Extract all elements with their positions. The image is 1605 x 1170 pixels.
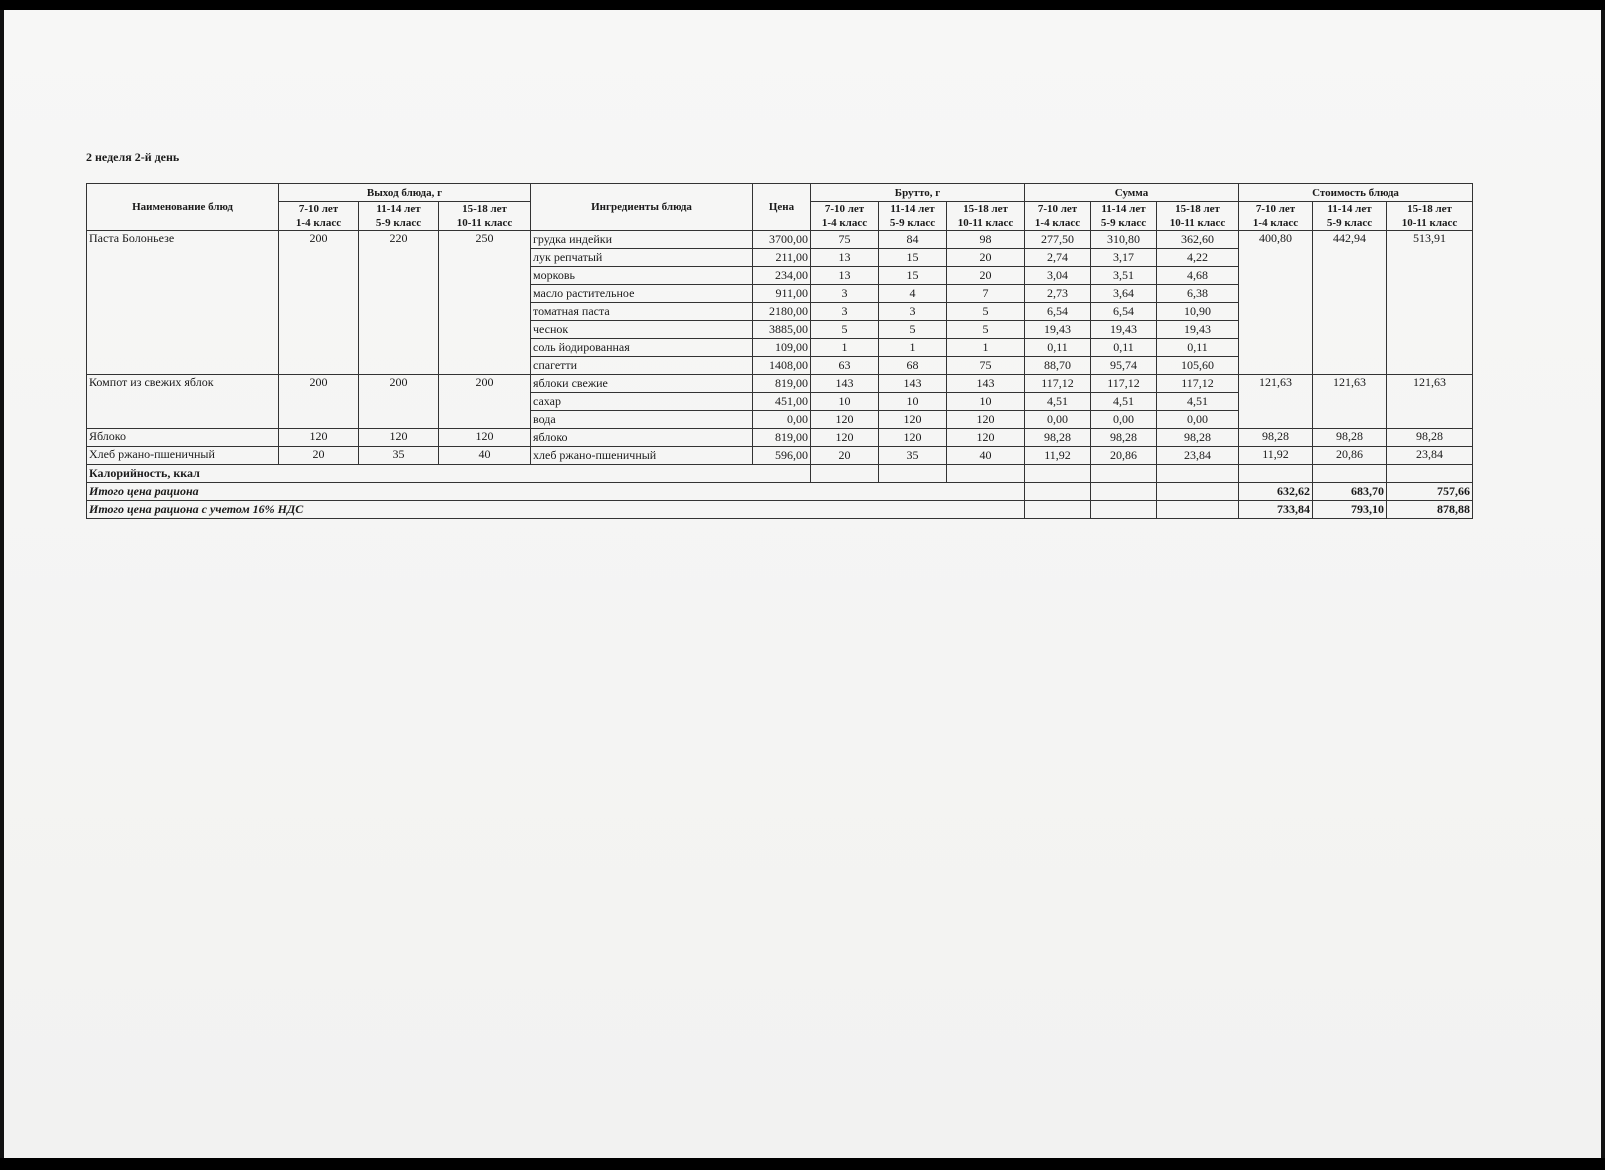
- menu-table: [86, 183, 1473, 519]
- dish-output-1: 20: [279, 447, 359, 465]
- dish-output-2: 120: [359, 429, 439, 447]
- dish-output-3: 250: [439, 231, 531, 375]
- header-cost-age-2: [1313, 202, 1387, 231]
- ingredient-brutto-3: 7: [947, 285, 1025, 303]
- header-cost: Стоимость блюда: [1239, 184, 1473, 202]
- ingredient-brutto-1: 63: [811, 357, 879, 375]
- ingredient-sum-3: 117,12: [1157, 375, 1239, 393]
- header-cost-age-1: [1239, 202, 1313, 231]
- ingredient-sum-1: 3,04: [1025, 267, 1091, 285]
- ingredient-name: соль йодированная: [531, 339, 753, 357]
- calories-cell: [1025, 465, 1091, 483]
- ingredient-price: 3700,00: [753, 231, 811, 249]
- ingredient-price: 3885,00: [753, 321, 811, 339]
- ingredient-brutto-2: 15: [879, 249, 947, 267]
- ingredient-brutto-2: 143: [879, 375, 947, 393]
- total-row-value-2: 683,70: [1313, 483, 1387, 501]
- header-sum-age-3: [1157, 202, 1239, 231]
- dish-cost-2: 20,86: [1313, 447, 1387, 465]
- ingredient-brutto-1: 75: [811, 231, 879, 249]
- ingredient-sum-3: 10,90: [1157, 303, 1239, 321]
- total-vat-row-sum-cell: [1157, 501, 1239, 519]
- total-row-sum-cell: [1025, 483, 1091, 501]
- header-sum-age-1: [1025, 202, 1091, 231]
- ingredient-brutto-1: 5: [811, 321, 879, 339]
- dish-cost-2: 98,28: [1313, 429, 1387, 447]
- grade-label: 5-9 класс: [1100, 217, 1147, 229]
- ingredient-brutto-2: 4: [879, 285, 947, 303]
- dish-output-1: 200: [279, 231, 359, 375]
- ingredient-brutto-1: 3: [811, 285, 879, 303]
- ingredient-sum-3: 6,38: [1157, 285, 1239, 303]
- dish-name: Паста Болоньезе: [87, 231, 279, 375]
- age-label: 7-10 лет: [1255, 203, 1296, 215]
- header-brutto: Брутто, г: [811, 184, 1025, 202]
- ingredient-sum-1: 6,54: [1025, 303, 1091, 321]
- ingredient-name: хлеб ржано-пшеничный: [531, 447, 753, 465]
- ingredient-name: чеснок: [531, 321, 753, 339]
- ingredient-sum-1: 11,92: [1025, 447, 1091, 465]
- age-label: 15-18 лет: [1175, 203, 1220, 215]
- ingredient-sum-2: 3,51: [1091, 267, 1157, 285]
- ingredient-sum-2: 19,43: [1091, 321, 1157, 339]
- header-output-age-3: [439, 202, 531, 231]
- dish-output-1: 200: [279, 375, 359, 429]
- ingredient-brutto-2: 84: [879, 231, 947, 249]
- ingredient-brutto-2: 1: [879, 339, 947, 357]
- total-row: [87, 483, 1473, 501]
- header-brutto-age-1: [811, 202, 879, 231]
- calories-cell: [811, 465, 879, 483]
- ingredient-brutto-2: 35: [879, 447, 947, 465]
- ingredient-price: 0,00: [753, 411, 811, 429]
- dish-output-2: 200: [359, 375, 439, 429]
- calories-label: Калорийность, ккал: [87, 465, 811, 483]
- scan-border-top: [0, 0, 1605, 10]
- dish-output-3: 200: [439, 375, 531, 429]
- ingredient-sum-1: 0,00: [1025, 411, 1091, 429]
- total-row-value-3: 757,66: [1387, 483, 1473, 501]
- ingredient-sum-2: 95,74: [1091, 357, 1157, 375]
- ingredient-brutto-1: 13: [811, 267, 879, 285]
- total-row-value-1: 632,62: [1239, 483, 1313, 501]
- ingredient-brutto-1: 10: [811, 393, 879, 411]
- ingredient-price: 911,00: [753, 285, 811, 303]
- age-label: 15-18 лет: [963, 203, 1008, 215]
- ingredient-brutto-1: 120: [811, 411, 879, 429]
- grade-label: 5-9 класс: [889, 217, 936, 229]
- ingredient-brutto-3: 120: [947, 411, 1025, 429]
- ingredient-sum-3: 105,60: [1157, 357, 1239, 375]
- total-vat-row-sum-cell: [1091, 501, 1157, 519]
- ingredient-sum-2: 3,17: [1091, 249, 1157, 267]
- total-row-sum-cell: [1157, 483, 1239, 501]
- header-output-age-1: [279, 202, 359, 231]
- ingredient-brutto-2: 68: [879, 357, 947, 375]
- ingredient-brutto-1: 20: [811, 447, 879, 465]
- dish-cost-3: 121,63: [1387, 375, 1473, 429]
- grade-label: 10-11 класс: [1401, 217, 1458, 229]
- ingredient-name: масло растительное: [531, 285, 753, 303]
- ingredient-name: спагетти: [531, 357, 753, 375]
- ingredient-brutto-3: 5: [947, 321, 1025, 339]
- ingredient-sum-2: 98,28: [1091, 429, 1157, 447]
- age-label: 7-10 лет: [1037, 203, 1078, 215]
- grade-label: 1-4 класс: [295, 217, 342, 229]
- ingredient-sum-1: 277,50: [1025, 231, 1091, 249]
- dish-name: Хлеб ржано-пшеничный: [87, 447, 279, 465]
- ingredient-brutto-2: 15: [879, 267, 947, 285]
- age-label: 11-14 лет: [890, 203, 935, 215]
- header-brutto-age-2: [879, 202, 947, 231]
- ingredient-price: 1408,00: [753, 357, 811, 375]
- ingredient-sum-1: 98,28: [1025, 429, 1091, 447]
- dish-cost-2: 442,94: [1313, 231, 1387, 375]
- ingredient-sum-1: 2,74: [1025, 249, 1091, 267]
- header-price: Цена: [753, 184, 811, 231]
- ingredient-sum-2: 20,86: [1091, 447, 1157, 465]
- table-row: [87, 447, 1473, 465]
- page-title: 2 неделя 2-й день: [86, 150, 180, 164]
- ingredient-brutto-1: 3: [811, 303, 879, 321]
- ingredient-sum-1: 4,51: [1025, 393, 1091, 411]
- dish-cost-3: 513,91: [1387, 231, 1473, 375]
- dish-cost-1: 11,92: [1239, 447, 1313, 465]
- calories-cell: [947, 465, 1025, 483]
- table-row: [87, 429, 1473, 447]
- ingredient-sum-2: 0,00: [1091, 411, 1157, 429]
- dish-output-3: 120: [439, 429, 531, 447]
- ingredient-price: 109,00: [753, 339, 811, 357]
- ingredient-brutto-3: 143: [947, 375, 1025, 393]
- grade-label: 1-4 класс: [1034, 217, 1081, 229]
- calories-cell: [1387, 465, 1473, 483]
- ingredient-price: 819,00: [753, 429, 811, 447]
- header-sum-age-2: [1091, 202, 1157, 231]
- ingredient-name: яблоко: [531, 429, 753, 447]
- ingredient-sum-1: 117,12: [1025, 375, 1091, 393]
- ingredient-brutto-3: 98: [947, 231, 1025, 249]
- ingredient-brutto-3: 1: [947, 339, 1025, 357]
- total-vat-row-label: Итого цена рациона с учетом 16% НДС: [87, 501, 1025, 519]
- ingredient-name: томатная паста: [531, 303, 753, 321]
- ingredient-sum-3: 4,22: [1157, 249, 1239, 267]
- ingredient-price: 451,00: [753, 393, 811, 411]
- age-label: 7-10 лет: [298, 203, 339, 215]
- ingredient-sum-3: 4,68: [1157, 267, 1239, 285]
- ingredient-sum-1: 88,70: [1025, 357, 1091, 375]
- ingredient-price: 596,00: [753, 447, 811, 465]
- age-label: 11-14 лет: [376, 203, 421, 215]
- ingredient-brutto-2: 120: [879, 411, 947, 429]
- grade-label: 5-9 класс: [375, 217, 422, 229]
- grade-label: 1-4 класс: [821, 217, 868, 229]
- ingredient-sum-3: 23,84: [1157, 447, 1239, 465]
- total-vat-row-value-2: 793,10: [1313, 501, 1387, 519]
- ingredient-name: морковь: [531, 267, 753, 285]
- ingredient-brutto-2: 3: [879, 303, 947, 321]
- total-row-label: Итого цена рациона: [87, 483, 1025, 501]
- dish-output-3: 40: [439, 447, 531, 465]
- ingredient-brutto-3: 10: [947, 393, 1025, 411]
- ingredient-brutto-2: 120: [879, 429, 947, 447]
- ingredient-brutto-3: 20: [947, 249, 1025, 267]
- ingredient-sum-3: 0,00: [1157, 411, 1239, 429]
- header-sum: Сумма: [1025, 184, 1239, 202]
- calories-cell: [1091, 465, 1157, 483]
- ingredient-sum-3: 98,28: [1157, 429, 1239, 447]
- ingredient-sum-2: 6,54: [1091, 303, 1157, 321]
- age-label: 15-18 лет: [1407, 203, 1452, 215]
- total-vat-row-value-3: 878,88: [1387, 501, 1473, 519]
- ingredient-name: грудка индейки: [531, 231, 753, 249]
- total-vat-row: [87, 501, 1473, 519]
- ingredient-sum-2: 117,12: [1091, 375, 1157, 393]
- ingredient-sum-2: 310,80: [1091, 231, 1157, 249]
- calories-cell: [1313, 465, 1387, 483]
- dish-cost-1: 400,80: [1239, 231, 1313, 375]
- dish-output-2: 35: [359, 447, 439, 465]
- ingredient-sum-3: 0,11: [1157, 339, 1239, 357]
- ingredient-name: яблоки свежие: [531, 375, 753, 393]
- ingredient-price: 211,00: [753, 249, 811, 267]
- age-label: 7-10 лет: [824, 203, 865, 215]
- dish-cost-1: 121,63: [1239, 375, 1313, 429]
- header-cost-age-3: [1387, 202, 1473, 231]
- ingredient-sum-2: 3,64: [1091, 285, 1157, 303]
- calories-cell: [879, 465, 947, 483]
- ingredient-brutto-1: 120: [811, 429, 879, 447]
- grade-label: 1-4 класс: [1252, 217, 1299, 229]
- dish-name: Яблоко: [87, 429, 279, 447]
- ingredient-sum-2: 4,51: [1091, 393, 1157, 411]
- ingredient-brutto-2: 5: [879, 321, 947, 339]
- ingredient-brutto-3: 120: [947, 429, 1025, 447]
- ingredient-name: сахар: [531, 393, 753, 411]
- ingredient-price: 819,00: [753, 375, 811, 393]
- dish-name: Компот из свежих яблок: [87, 375, 279, 429]
- ingredient-price: 234,00: [753, 267, 811, 285]
- calories-cell: [1239, 465, 1313, 483]
- ingredient-price: 2180,00: [753, 303, 811, 321]
- dish-cost-3: 98,28: [1387, 429, 1473, 447]
- ingredient-sum-3: 362,60: [1157, 231, 1239, 249]
- age-label: 11-14 лет: [1101, 203, 1146, 215]
- ingredient-brutto-3: 75: [947, 357, 1025, 375]
- ingredient-sum-1: 0,11: [1025, 339, 1091, 357]
- header-output: Выход блюда, г: [279, 184, 531, 202]
- total-vat-row-value-1: 733,84: [1239, 501, 1313, 519]
- ingredient-brutto-2: 10: [879, 393, 947, 411]
- scan-border-bottom: [0, 1158, 1605, 1170]
- ingredient-sum-3: 19,43: [1157, 321, 1239, 339]
- total-row-sum-cell: [1091, 483, 1157, 501]
- dish-cost-1: 98,28: [1239, 429, 1313, 447]
- calories-row: [87, 465, 1473, 483]
- age-label: 11-14 лет: [1327, 203, 1372, 215]
- grade-label: 5-9 класс: [1326, 217, 1373, 229]
- grade-label: 10-11 класс: [456, 217, 513, 229]
- ingredient-brutto-1: 13: [811, 249, 879, 267]
- ingredient-sum-1: 19,43: [1025, 321, 1091, 339]
- ingredient-brutto-3: 40: [947, 447, 1025, 465]
- dish-cost-3: 23,84: [1387, 447, 1473, 465]
- ingredient-sum-1: 2,73: [1025, 285, 1091, 303]
- calories-cell: [1157, 465, 1239, 483]
- ingredient-name: вода: [531, 411, 753, 429]
- ingredient-name: лук репчатый: [531, 249, 753, 267]
- header-output-age-2: [359, 202, 439, 231]
- header-dish-name: Наименование блюд: [87, 184, 279, 231]
- dish-output-1: 120: [279, 429, 359, 447]
- ingredient-brutto-1: 1: [811, 339, 879, 357]
- grade-label: 10-11 класс: [957, 217, 1014, 229]
- ingredient-sum-2: 0,11: [1091, 339, 1157, 357]
- ingredient-brutto-3: 20: [947, 267, 1025, 285]
- ingredient-brutto-3: 5: [947, 303, 1025, 321]
- table-row: [87, 231, 1473, 249]
- age-label: 15-18 лет: [462, 203, 507, 215]
- menu-body: [87, 231, 1473, 519]
- dish-output-2: 220: [359, 231, 439, 375]
- ingredient-sum-3: 4,51: [1157, 393, 1239, 411]
- total-vat-row-sum-cell: [1025, 501, 1091, 519]
- dish-cost-2: 121,63: [1313, 375, 1387, 429]
- ingredient-brutto-1: 143: [811, 375, 879, 393]
- table-row: [87, 375, 1473, 393]
- header-brutto-age-3: [947, 202, 1025, 231]
- grade-label: 10-11 класс: [1169, 217, 1226, 229]
- header-ingredients: Ингредиенты блюда: [531, 184, 753, 231]
